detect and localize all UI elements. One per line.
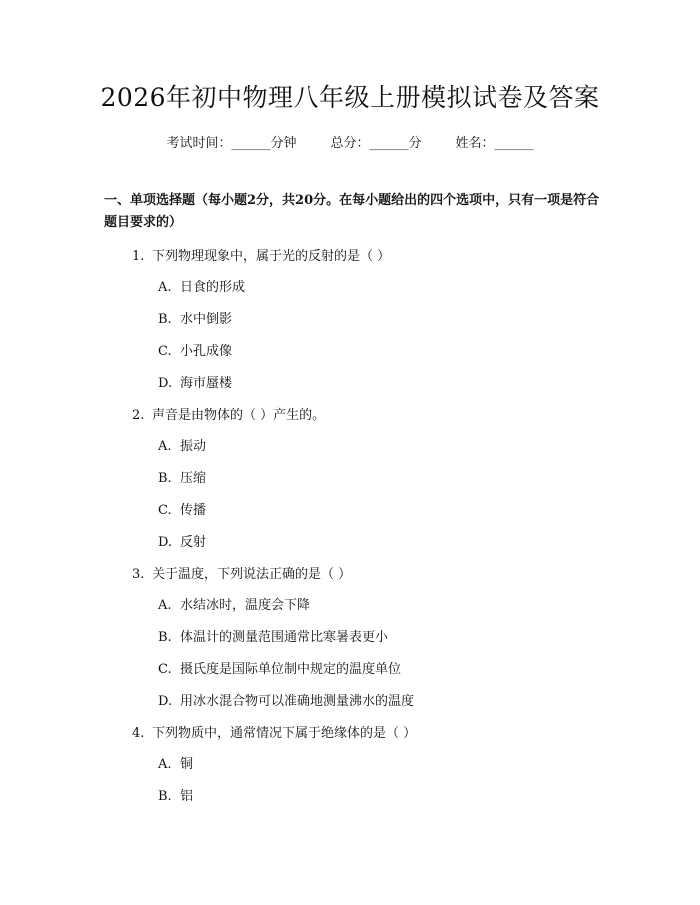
- option-3b: [158, 626, 388, 645]
- option-letter: A.: [158, 280, 172, 295]
- question-text: 声音是由物体的（ ）产生的。: [152, 408, 326, 423]
- option-letter: A.: [158, 757, 172, 772]
- option-text: 摄氏度是国际单位制中规定的温度单位: [180, 662, 402, 677]
- option-text: 体温计的测量范围通常比寒暑表更小: [180, 630, 389, 645]
- option-1c: [158, 340, 232, 359]
- option-letter: A.: [158, 439, 172, 454]
- option-2d: [158, 531, 206, 550]
- exam-score-field: 总分：______分: [330, 136, 422, 151]
- option-2b: [158, 467, 206, 486]
- option-letter: C.: [158, 344, 172, 359]
- exam-info-line: [0, 132, 700, 151]
- option-text: 水中倒影: [180, 312, 233, 327]
- exam-name-field: 姓名：______: [455, 136, 534, 151]
- option-text: 反射: [180, 535, 207, 550]
- option-letter: D.: [158, 694, 173, 709]
- section-heading: 一、单项选择题（每小题2分，共20分。在每小题给出的四个选项中，只有一项是符合题目要求的）: [104, 193, 600, 230]
- question-text: 下列物理现象中，属于光的反射的是（ ）: [152, 249, 391, 264]
- option-4a: [158, 753, 193, 772]
- option-text: 铜: [180, 757, 194, 772]
- question-3: [132, 563, 351, 582]
- option-text: 铝: [180, 789, 194, 804]
- option-text: 压缩: [180, 471, 207, 486]
- option-2c: [158, 499, 206, 518]
- option-letter: B.: [158, 630, 172, 645]
- option-text: 振动: [180, 439, 207, 454]
- option-text: 小孔成像: [180, 344, 233, 359]
- question-4: [132, 722, 416, 741]
- option-3a: [158, 594, 310, 613]
- option-text: 传播: [180, 503, 207, 518]
- option-letter: B.: [158, 789, 172, 804]
- option-letter: B.: [158, 471, 172, 486]
- question-number: 1.: [132, 249, 145, 264]
- question-number: 3.: [132, 567, 145, 582]
- page-title: 2026年初中物理八年级上册模拟试卷及答案: [100, 83, 600, 112]
- exam-time-field: 考试时间：______分钟: [166, 136, 297, 151]
- option-3c: [158, 658, 401, 677]
- question-1: [132, 245, 390, 264]
- question-2: [132, 404, 325, 423]
- question-number: 2.: [132, 408, 145, 423]
- question-number: 4.: [132, 726, 145, 741]
- option-letter: C.: [158, 662, 172, 677]
- option-1a: [158, 276, 245, 295]
- option-4b: [158, 785, 193, 804]
- option-1b: [158, 308, 232, 327]
- option-letter: D.: [158, 376, 173, 391]
- option-3d: [158, 690, 414, 709]
- option-letter: C.: [158, 503, 172, 518]
- option-letter: B.: [158, 312, 172, 327]
- option-text: 日食的形成: [180, 280, 246, 295]
- question-text: 下列物质中，通常情况下属于绝缘体的是（ ）: [152, 726, 417, 741]
- option-1d: [158, 372, 232, 391]
- option-letter: A.: [158, 598, 172, 613]
- option-letter: D.: [158, 535, 173, 550]
- option-2a: [158, 435, 206, 454]
- option-text: 用冰水混合物可以准确地测量沸水的温度: [180, 694, 415, 709]
- question-text: 关于温度，下列说法正确的是（ ）: [152, 567, 352, 582]
- option-text: 水结冰时，温度会下降: [180, 598, 311, 613]
- option-text: 海市蜃楼: [180, 376, 233, 391]
